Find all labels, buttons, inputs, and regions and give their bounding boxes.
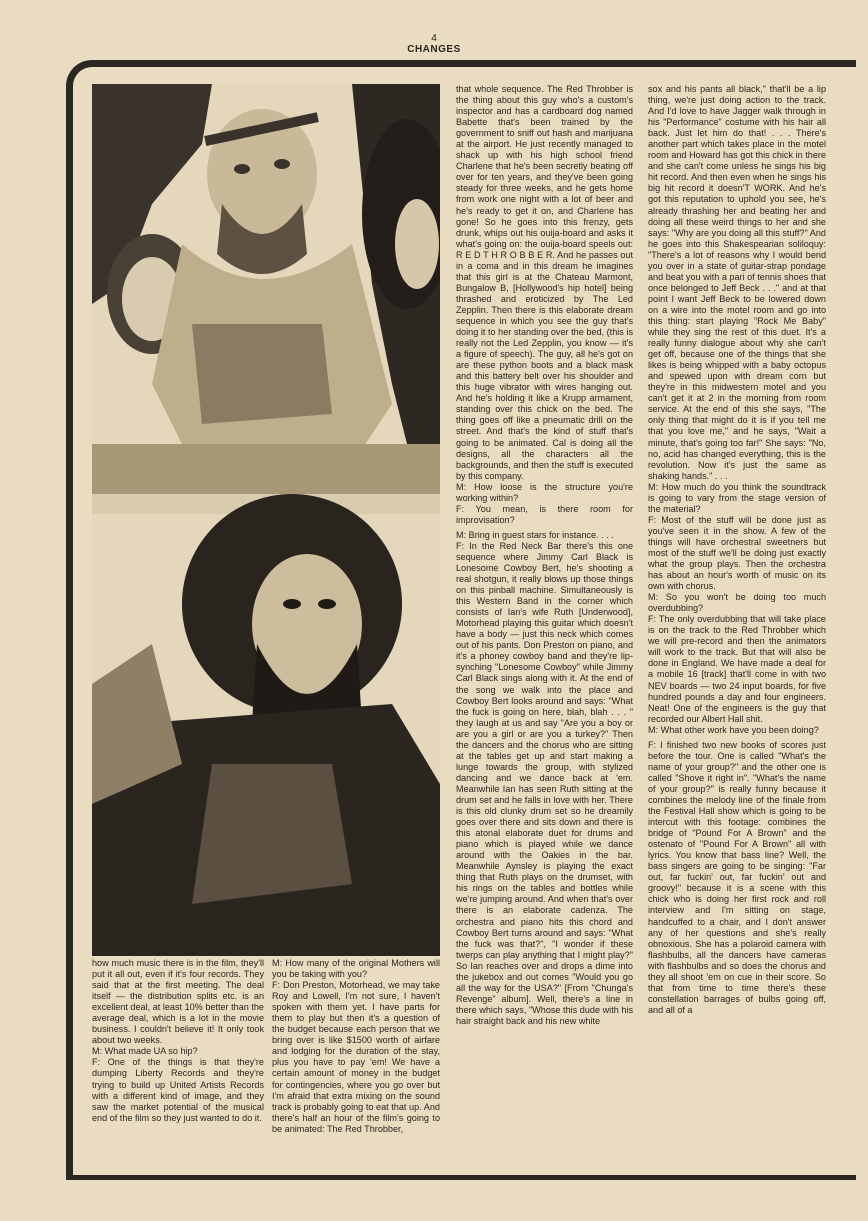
paragraph: sox and his pants all black," that'll be a lip thing, we're just doing action to the track. And I'd love to have Jagger walk through in his "Performance" costume with his hair all back. Just let him do that! . . . There's another part which takes place in the motel room and Howard has got this chick in there and she can't come unless he sings his big hit record. And then even when he sings his big hit record it doesn'T WORK. And he's got this reputation to uphold you see, he's already thrashing her and beating her and doing all these weird things to her and she says: "Why are you doing all this stuff?" And he goes into this Shakespearian soliloquy: "There's a lot of reasons why I would bend you over in a state of guitar-strap pondage and beat you with a pari of tennis shoes that once belonged to Jeff Beck . . ." and at that point I want Jeff Beck to be lowered down on a wire into the motel room and go into this thing: start playing "Rock Me Baby" while they sing the rest of this duet. It's a really funny dialogue about why she can't get off, because one of the things that she likes is being whipped with a baby octopus and spewed upon with dream corn but they're in this midwestern motel and you can't get it at 2 in the morning from room service. At the end of this she says, "The only thing that might do it is if you tell me that you love me," and he says, "Wait a minute, that's going too far!" She says: "No, no, acid has changed everything, this is the revolution. Now it's just the same as shaking hands." . . . (648, 84, 826, 481)
paragraph: M: How many of the original Mothers will you be taking with you? (272, 958, 440, 980)
text-column-4 (648, 84, 826, 1168)
page-header (0, 34, 868, 55)
paragraph: that whole sequence. The Red Throbber is the thing about this guy who's a custom's inspector and has a cardboard dog named Babette that's been trained by the government to sniff out hash and marijuana at the airport. He just recently managed to shack up with his high school friend Charlene that he's been secretly beating off over for ten years, and they've been going steady for three weeks, and he gets home from work one night with a lot of beer and he's ready to get it on, and Charlene has gone! So he goes into this frenzy, gets drunk, whips out his ouija-board and asks it what's going on: the ouija-board speels out: R E D T H R O B B E R. And he passes out in a coma and in this dream he imagines that this girl is at the Chateau Marmont, Bungalow B, [Hollywood's hip hotel] being thrashed and eroticized by The Led Zepplin. Then there is this elaborate dream sequence in which you see the guy that's doing it to her standing over the bed, (this is really not the Led Zepplin, you know — it's a figure of speech). The guy, all he's got on are these python boots and a black mask and this battery belt over his shoulder and this huge vibrator with wires hanging out. And he's holding it like a Krupp armament, standing over this chick on the bed. The thing goes off like a pneumatic drill on the street. And that's the kind of stuff that's going to be animated. Cal is doing all the designs, all the characters all the backgrounds, and then the stuff is executed by this company. (456, 84, 633, 481)
paragraph: F: The only overdubbing that will take place is on the track to the Red Throbber which we will pre-record and then the animators will work to the track. But that will also be done in England. We have made a deal for a mobile 16 [track] that'll come in with two NEV boards — two 24 input boards, for five hundred pounds a day and four engineers. Neat! One of the engineers is the guy that recorded our Albert Hall shit. (648, 614, 826, 724)
paragraph: F: Don Preston, Motorhead, we may take Roy and Lowell, I'm not sure, I haven't spoken with them yet. I have parts for them to play but then it's a question of the budget because each person that we bring over is like $1500 worth of airfare and lodging for the duration of the stay, plus you have to pay 'em! We have a certain amount of money in the budget for contingencies, where you go over but I'm afraid that extra mixing on the sound track is probably going to eat that up. And there's half an hour of the film's going to be animated: The Red Throbber, (272, 980, 440, 1134)
paragraph: M: What made UA so hip? (92, 1046, 198, 1057)
page-number: 4 (431, 33, 437, 44)
paragraph: M: Bring in guest stars for instance. . . . (456, 529, 614, 540)
paragraph: F: In the Red Neck Bar there's this one sequence where Jimmy Carl Black is Lonesome Cowboy Bert, he's shooting a real shotgun, it really blows up those things on this pinball machine. Simultaneously is this Western Band in the corner which consists of Ian's wife Ruth [Underwood], Motorhead playing this guitar which doesn't have a body — just this neck which comes out of his pants. Don Preston on piano, and it's a phoney cowboy band and they're lip-synching "Lonesome Cowboy" while Jimmy Carl Black sings along with it. At the end of the song we walk into the place and Cowboy Bert looks around and says: "What the fuck is going on here, blah, blah . . . " they laugh at us and say "Are you a boy or are you a girl or are you a turkey?" Then the dancers and the chorus who are sitting at the tables get up and start making a lunge towards the group, with stylized dancing and we dance back at 'em. Meanwhile Ian has seen Ruth sitting at the drum set and he falls in love with her. There is this old clunky drum set so he dreamily goes over there and sits down and there is this atonal elaborate duet for drums and piano which is played while we dance around with the Oakies in the bar. Meanwhile Aynsley is playing the exact thing that Ruth plays on the drumset, with his rings on the tables and bottles while we're jumping around. And when that's over there is an elaborate cadenza. The orchestra and piano hits this chord and Cowboy Bert turns around and says: "What the fuck was that?", "I wonder if these twerps can play anything that I might play?" So Ian reaches over and drops a dime into the jukebox and out comes "Would you go all the way for the USA?" [From "Chunga's Revenge" album]. Well, there's a line in there which says, "Whose this dude with his hair straight back and his new white (456, 540, 633, 1026)
text-column-3 (456, 84, 633, 1168)
paragraph: M: So you won't be doing too much overdubbing? (648, 592, 826, 614)
paragraph: M: How loose is the structure you're working within? (456, 481, 633, 503)
text-column-2 (272, 958, 440, 1168)
paragraph: F: I finished two new books of scores just before the tour. One is called "What's the name of your group?" and the other one is called "Shove it right in". "What's the name of your group?" is really funny because it combines the melody line of the finale from the Festival Hall show which is going to be intercut with this footage: combines the bridge of "Pound For A Brown" and the ostenato of "Pound For A Brown" all with lyrics. You know that bass line? Well, the bass singers are going to be singing: "Far out, far fuckin' out, far fuckin' out and groovy!" because it is a scene with this chick who is doing her first rock and roll interview and I'm sitting on stage, handcuffed to a chair, and I don't answer any of her questions and she's really obnoxious. She has a polaroid camera with flashbulbs, all the dancers have cameras with flashbulbs and so does the chorus and they all shoot 'em on cue in their score. So that from time to time there's these constellation barrages of bulbs going off, and all of a (648, 739, 826, 1015)
group-photo (92, 84, 440, 956)
paragraph: F: One of the things is that they're dumping Liberty Records and they're trying to build up United Artists Records with a different kind of image, and they saw the market potential of the musical end of the film so they just wanted to do it. (92, 1057, 264, 1123)
paragraph: F: Most of the stuff will be done just as you've seen it in the show. A few of the things will have orchestral sweetners but most of the stuff we'll be doing just exactly what the group plays. Then the orchestra has about an hour's worth of music on its own with chorus. (648, 514, 826, 592)
paragraph: M: How much do you think the soundtrack is going to vary from the stage version of the material? (648, 481, 826, 514)
publication-name: CHANGES (407, 44, 461, 55)
paragraph: M: What other work have you been doing? (648, 724, 819, 735)
paragraph: how much music there is in the film, they'll put it all out, even if it's four records. They said that at the first meeting. The deal itself — the distribution splits etc. is an excellent deal, at least 10% better than the average deal, which is a lot in the movie business. I couldn't believe it! It only took about two weeks. (92, 958, 264, 1046)
paragraph: F: You mean, is there room for improvisation? (456, 503, 633, 525)
text-column-1 (92, 958, 264, 1168)
